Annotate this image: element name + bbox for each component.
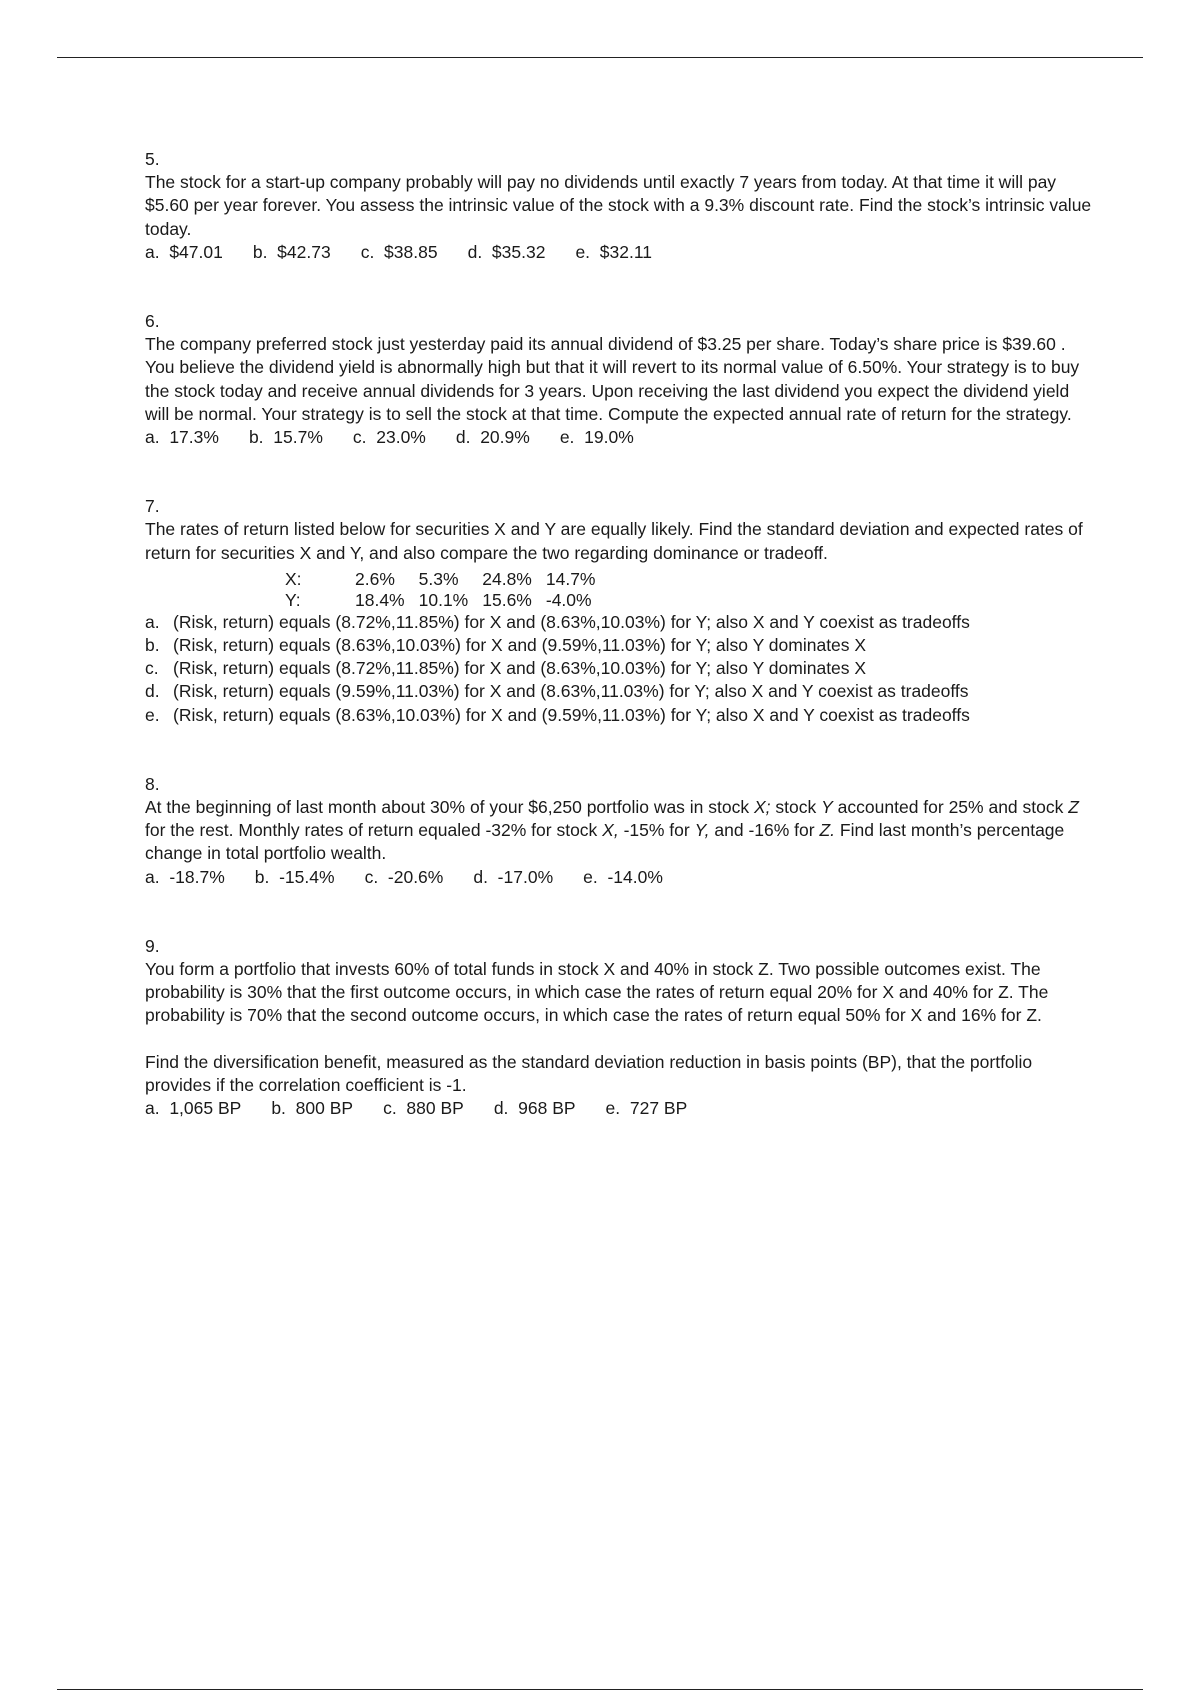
return-value: 15.6% — [482, 589, 532, 610]
choice-a: a. 1,065 BP — [145, 1098, 242, 1119]
choice-b: b. -15.4% — [254, 866, 335, 887]
row-label: Y: — [285, 589, 301, 610]
choice-e: e. -14.0% — [583, 866, 663, 887]
choice-c: c. -20.6% — [364, 866, 444, 887]
return-value: 10.1% — [418, 589, 469, 610]
row-label: X: — [285, 568, 302, 589]
return-value: -4.0% — [545, 589, 592, 610]
answer-letter: e. — [145, 704, 160, 725]
choice-b: b. 800 BP — [271, 1098, 354, 1119]
returns-row-x — [285, 569, 610, 590]
question-text: The company preferred stock just yesterday paid its annual dividend of $3.25 per share. Today’s share price is $39.60 . You believe the dividend yield is abnormally high but that it will revert to its normal value of 6.50%. Your strategy is to buy the stock today and receive annual dividends for 3 years. Upon receiving the last dividend you expect the dividend yield will be normal. Your strategy is to sell the stock at that time. Compute the expected annual rate of return for the strategy. — [145, 334, 1080, 424]
answer-letter: a. — [145, 611, 160, 632]
choice-a: a. 17.3% — [145, 427, 219, 448]
question-number: 9. — [145, 935, 160, 956]
answer-letter: b. — [145, 635, 160, 656]
question-text: The rates of return listed below for securities X and Y are equally likely. Find the standard deviation and expected rates of return for securities X and Y, and also compare the two regarding dominance or tradeoff. — [145, 519, 1083, 563]
return-value: 18.4% — [355, 589, 405, 610]
question-text: You form a portfolio that invests 60% of total funds in stock X and 40% in stock Z. Two possible outcomes exist. The probability is 30% that the first outcome occurs, in which case the rates of return equal 20% for X and 40% for Z. The probability is 70% that the second outcome occurs, in which case the rates of return equal 50% for X and 16% for Z. — [145, 959, 1049, 1026]
return-value: 14.7% — [545, 568, 596, 589]
choice-c: c. 23.0% — [352, 427, 426, 448]
question-number: 7. — [145, 496, 160, 517]
answer-choices — [145, 866, 1095, 889]
choice-b: b. $42.73 — [252, 241, 331, 262]
answer-choices — [145, 1097, 1095, 1120]
returns-table — [285, 569, 610, 611]
top-rule — [57, 57, 1143, 58]
answer-text: (Risk, return) equals (8.63%,10.03%) for X and (9.59%,11.03%) for Y; also Y dominates X — [173, 635, 867, 656]
question-number: 8. — [145, 773, 160, 794]
question-6 — [145, 310, 1095, 449]
question-text: The stock for a start-up company probably will pay no dividends until exactly 7 years from today. At that time it will pay $5.60 per year forever. You assess the intrinsic value of the stock with a 9.3% discount rate. Find the stock’s intrinsic value today. — [145, 172, 1092, 239]
question-text-2: Find the diversification benefit, measured as the standard deviation reduction in basis points (BP), that the portfolio provides if the correlation coefficient is -1. — [145, 1051, 1033, 1095]
answer-text: (Risk, return) equals (9.59%,11.03%) for X and (8.63%,11.03%) for Y; also X and Y coexist as tradeoffs — [173, 681, 969, 702]
document-body — [145, 148, 1095, 1120]
return-value: 5.3% — [418, 568, 459, 589]
answer-choices — [145, 241, 1095, 264]
return-value: 24.8% — [482, 568, 532, 589]
answer-text: (Risk, return) equals (8.72%,11.85%) for X and (8.63%,10.03%) for Y; also Y dominates X — [173, 658, 867, 679]
choice-a: a. -18.7% — [145, 866, 225, 887]
choice-c: c. 880 BP — [383, 1098, 464, 1119]
answer-text: (Risk, return) equals (8.72%,11.85%) for X and (8.63%,10.03%) for Y; also X and Y coexist as tradeoffs — [173, 611, 970, 632]
choice-a: a. $47.01 — [145, 241, 223, 262]
question-number: 6. — [145, 311, 160, 332]
answer-text: (Risk, return) equals (8.63%,10.03%) for X and (9.59%,11.03%) for Y; also X and Y coexist as tradeoffs — [173, 704, 970, 725]
answer-b — [145, 634, 1095, 657]
question-7 — [145, 495, 1095, 727]
choice-e: e. 727 BP — [605, 1098, 688, 1119]
question-5 — [145, 148, 1095, 264]
choice-b: b. 15.7% — [248, 427, 323, 448]
answer-e — [145, 704, 1095, 727]
question-8 — [145, 773, 1095, 889]
choice-e: e. 19.0% — [559, 427, 634, 448]
choice-d: d. -17.0% — [473, 866, 554, 887]
choice-d: d. 20.9% — [455, 427, 530, 448]
answer-letter: d. — [145, 681, 160, 702]
choice-c: c. $38.85 — [360, 241, 438, 262]
answer-d — [145, 680, 1095, 703]
answer-list — [145, 611, 1095, 727]
bottom-rule — [57, 1689, 1143, 1690]
choice-d: d. $35.32 — [467, 241, 546, 262]
return-value: 2.6% — [355, 568, 395, 589]
answer-c — [145, 657, 1095, 680]
question-9 — [145, 935, 1095, 1120]
choice-d: d. 968 BP — [493, 1098, 576, 1119]
question-number: 5. — [145, 149, 160, 169]
returns-row-y — [285, 590, 610, 611]
answer-choices — [145, 426, 1095, 449]
choice-e: e. $32.11 — [575, 241, 652, 262]
question-text: At the beginning of last month about 30% of your $6,250 portfolio was in stock X; stock Y accounted for 25% and stock Z for the rest. Monthly rates of return equaled -32% for stock X, -15% for Y, and -16% for Z. Find last month’s percentage change in total portfolio wealth. — [145, 797, 1079, 864]
answer-letter: c. — [145, 658, 159, 679]
answer-a — [145, 611, 1095, 634]
